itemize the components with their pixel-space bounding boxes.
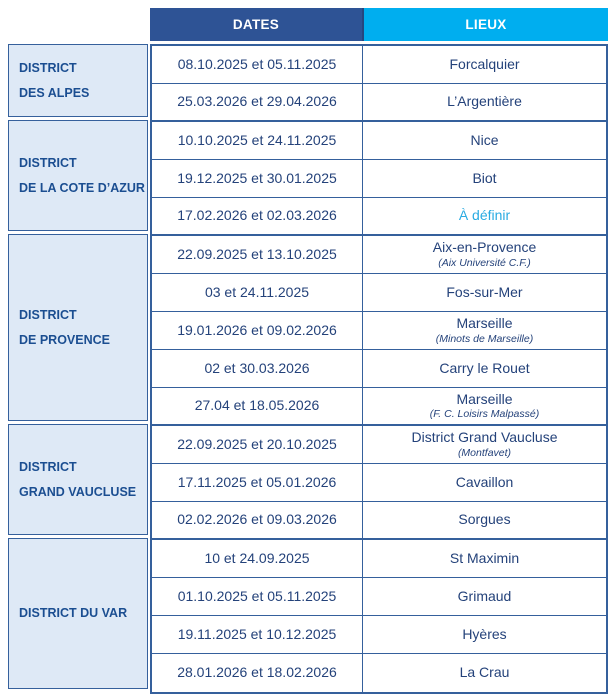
dates-cell (152, 350, 362, 388)
dates-cell (152, 654, 362, 692)
lieu-cell (362, 464, 606, 502)
dates-text: 10 et 24.09.2025 (204, 549, 310, 566)
lieu-text: Biot (472, 169, 497, 186)
lieu-sub-label: (Montfavet) (457, 446, 512, 459)
lieu-text: L’Argentière (447, 93, 522, 110)
lieu-text: Fos-sur-Mer (446, 283, 523, 300)
dates-text: 02 et 30.03.2026 (204, 359, 310, 376)
dates-text: 19.11.2025 et 10.12.2025 (177, 625, 337, 642)
dates-cell (152, 274, 362, 312)
dates-cell (152, 236, 362, 274)
dates-text: 19.12.2025 et 30.01.2025 (177, 169, 337, 186)
lieu-text: Hyères (462, 625, 507, 642)
district-label-line: DE PROVENCE (19, 332, 110, 347)
lieu-cell (362, 312, 606, 350)
lieu-cell (362, 578, 606, 616)
dates-cell (152, 502, 362, 540)
dates-text: 28.01.2026 et 18.02.2026 (177, 664, 337, 681)
lieu-text: Marseille (456, 315, 513, 332)
lieu-cell (362, 236, 606, 274)
district-label-line: GRAND VAUCLUSE (19, 484, 137, 499)
lieu-cell (362, 198, 606, 236)
dates-text: 01.10.2025 et 05.11.2025 (177, 587, 337, 604)
district-label-line: DISTRICT (19, 60, 77, 75)
lieu-text: Marseille (456, 390, 513, 407)
dates-text: 03 et 24.11.2025 (204, 283, 310, 300)
lieu-text: Aix-en-Provence (432, 239, 537, 256)
district-label-line: DISTRICT (19, 307, 77, 322)
dates-cell (152, 426, 362, 464)
lieu-text: Nice (470, 131, 499, 148)
district-label-line: DISTRICT (19, 459, 77, 474)
dates-text: 02.02.2026 et 09.03.2026 (177, 511, 337, 528)
district-cell (8, 234, 148, 421)
district-label-line: DISTRICT (19, 155, 77, 170)
table-header-row (150, 8, 608, 41)
dates-cell (152, 540, 362, 578)
district-cell (8, 44, 148, 117)
dates-cell (152, 312, 362, 350)
lieu-cell (362, 388, 606, 426)
dates-text: 27.04 et 18.05.2026 (194, 397, 320, 414)
dates-text: 10.10.2025 et 24.11.2025 (177, 131, 337, 148)
dates-text: 17.11.2025 et 05.01.2026 (177, 473, 337, 490)
dates-text: 17.02.2026 et 02.03.2026 (177, 207, 337, 224)
dates-text: 22.09.2025 et 13.10.2025 (177, 245, 337, 262)
dates-cell (152, 46, 362, 84)
district-label-line: DISTRICT DU VAR (19, 606, 128, 620)
lieu-sub-label: (F. C. Loisirs Malpassé) (429, 408, 540, 421)
lieu-text: Sorgues (458, 511, 511, 528)
table-body (150, 44, 608, 694)
lieu-cell (362, 350, 606, 388)
district-label-line: DES ALPES (19, 85, 90, 100)
lieu-cell (362, 84, 606, 122)
dates-text: 22.09.2025 et 20.10.2025 (177, 435, 337, 452)
lieu-cell (362, 274, 606, 312)
dates-cell (152, 198, 362, 236)
lieu-cell (362, 616, 606, 654)
lieu-text: Forcalquier (449, 55, 520, 72)
dates-cell (152, 388, 362, 426)
dates-cell (152, 616, 362, 654)
dates-text: 19.01.2026 et 09.02.2026 (177, 321, 337, 338)
lieu-text: La Crau (459, 664, 510, 681)
lieu-cell (362, 426, 606, 464)
district-cell (8, 120, 148, 231)
lieu-cell (362, 502, 606, 540)
lieu-cell (362, 46, 606, 84)
dates-cell (152, 122, 362, 160)
lieu-text: Carry le Rouet (439, 359, 530, 376)
lieu-text: District Grand Vaucluse (411, 429, 558, 446)
column-header-lieux: LIEUX (362, 8, 608, 41)
lieu-text: À définir (458, 207, 511, 224)
lieu-sub-label: (Aix Université C.F.) (438, 256, 531, 269)
lieu-text: Grimaud (457, 587, 512, 604)
dates-text: 08.10.2025 et 05.11.2025 (177, 55, 337, 72)
lieu-cell (362, 122, 606, 160)
district-label-line: DE LA COTE D’AZUR (19, 180, 145, 195)
lieu-text: St Maximin (449, 549, 520, 566)
dates-cell (152, 84, 362, 122)
dates-cell (152, 464, 362, 502)
lieu-cell (362, 160, 606, 198)
lieu-text: Cavaillon (455, 473, 514, 490)
lieu-cell (362, 654, 606, 692)
column-header-dates: DATES (150, 8, 362, 41)
dates-cell (152, 578, 362, 616)
dates-cell (152, 160, 362, 198)
district-cell (8, 538, 148, 689)
lieu-sub-label: (Minots de Marseille) (435, 332, 534, 345)
district-cell (8, 424, 148, 535)
lieu-cell (362, 540, 606, 578)
dates-text: 25.03.2026 et 29.04.2026 (177, 93, 337, 110)
